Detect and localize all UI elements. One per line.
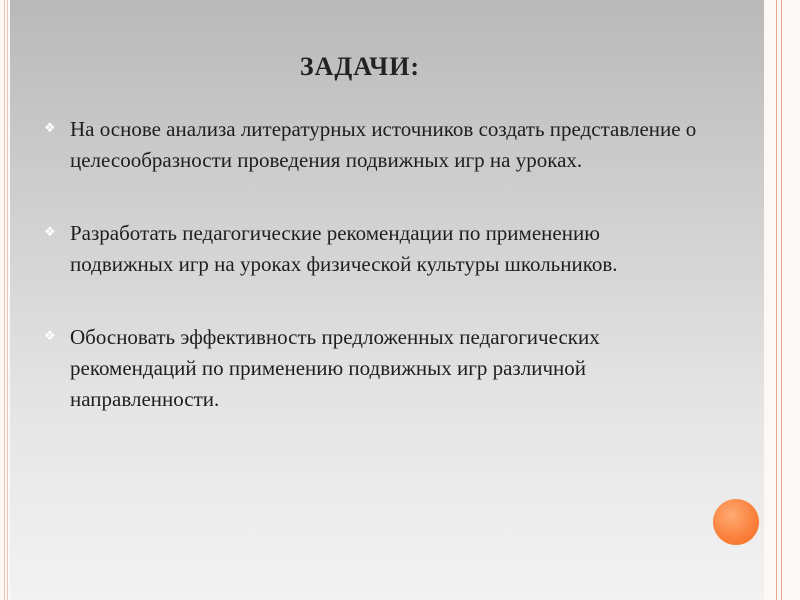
list-item-text: Обосновать эффективность предложенных педагогических рекомендаций по применению подвижных игр различной направленности. xyxy=(70,325,600,411)
task-list xyxy=(44,114,704,457)
list-item-text: На основе анализа литературных источников создать представление о целесообразности проведения подвижных игр на уроках. xyxy=(70,117,697,172)
left-border-line xyxy=(4,0,5,600)
right-border-line-outer xyxy=(781,0,782,600)
left-border-line-inner xyxy=(7,0,8,600)
list-item xyxy=(44,114,704,176)
list-item xyxy=(44,218,704,280)
diamond-bullet-icon: ❖ xyxy=(44,328,56,343)
list-item xyxy=(44,322,704,415)
list-item-text: Разработать педагогические рекомендации по применению подвижных игр на уроках физической культуры школьников. xyxy=(70,221,618,276)
diamond-bullet-icon: ❖ xyxy=(44,224,56,239)
slide-title: ЗАДАЧИ: xyxy=(299,52,421,81)
diamond-bullet-icon: ❖ xyxy=(44,120,56,135)
orange-circle-icon xyxy=(713,499,759,545)
right-border-line xyxy=(776,0,777,600)
